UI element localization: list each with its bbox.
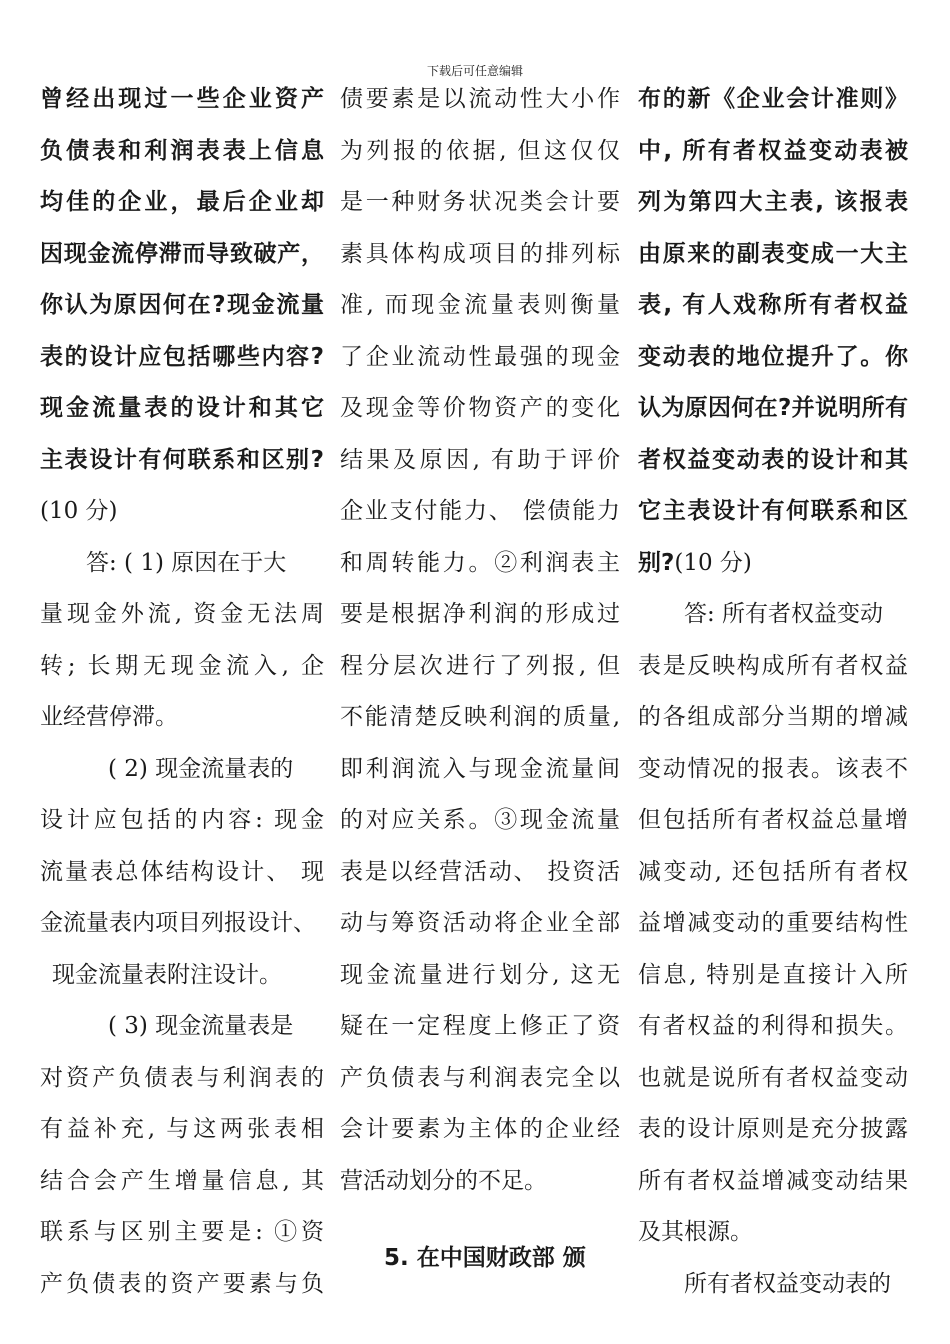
answer-line: 变动情况的报表。该表不 — [638, 755, 908, 782]
question-line: 负债表和利润表表上信息 — [40, 137, 324, 164]
answer-line: 量现金外流, 资金无法周 — [40, 601, 324, 627]
answer-line: ( 2) 现金流量表的 — [108, 755, 294, 782]
question-line: 均佳的企业，最后企业却 — [40, 189, 324, 215]
answer-line: 信息, 特别是直接计入所 — [638, 961, 908, 988]
question-line: 布的新《企业会计准则》 — [638, 86, 908, 112]
body-line: 不能清楚反映利润的质量, — [340, 704, 620, 730]
question-line: 你认为原因何在?现金流量 — [40, 292, 324, 318]
answer-line: 业经营停滞。 — [40, 704, 178, 730]
paragraph-gap — [340, 1207, 620, 1233]
answer-line: 结合会产生增量信息, 其 — [40, 1167, 324, 1194]
answer-line: 设计应包括的内容: 现金 — [40, 807, 324, 833]
question-line: 中, 所有者权益变动表被 — [638, 137, 908, 164]
answer-line: 现金流量表附注设计。 — [52, 961, 282, 988]
body-line: 结果及原因, 有助于评价 — [340, 446, 620, 473]
body-line: 为列报的依据, 但这仅仅 — [340, 137, 620, 164]
answer-line: 表是反映构成所有者权益 — [638, 652, 908, 679]
body-line: 程分层次进行了列报, 但 — [340, 652, 620, 679]
question-line: 表的设计应包括哪些内容? — [40, 343, 324, 370]
body-line: 和周转能力。②利润表主 — [340, 549, 620, 576]
question-end: 别? — [638, 549, 675, 576]
body-line: 要是根据净利润的形成过 — [340, 601, 620, 627]
body-line: 表是以经营活动、 投资活 — [340, 858, 620, 885]
body-line: 会计要素为主体的企业经 — [340, 1116, 620, 1142]
answer-line: 联系与区别主要是: ①资 — [40, 1219, 324, 1245]
answer-line: 答: ( 1) 原因在于大 — [86, 549, 287, 576]
question-line: 变动表的地位提升了。你 — [638, 343, 908, 370]
question-line: 表, 有人戏称所有者权益 — [638, 292, 908, 318]
answer-line: 益增减变动的重要结构性 — [638, 910, 908, 936]
answer-line: 对资产负债表与利润表的 — [40, 1064, 324, 1091]
answer-line: 所有者权益增减变动结果 — [638, 1167, 908, 1194]
page-header: 下载后可任意编辑 — [426, 64, 523, 78]
body-line: 产负债表与利润表完全以 — [340, 1064, 620, 1091]
body-line: 是一种财务状况类会计要 — [340, 189, 620, 215]
body-line: 动与筹资活动将企业全部 — [340, 910, 620, 936]
question-line: 因现金流停滞而导致破产， — [40, 240, 324, 267]
answer-line: 但包括所有者权益总量增 — [638, 807, 908, 833]
answer-line: 减变动, 还包括所有者权 — [638, 858, 908, 885]
answer-line: 答: 所有者权益变动 — [684, 601, 884, 627]
answer-line: 有益补充, 与这两张表相 — [40, 1116, 324, 1142]
body-line: 及现金等价物资产的变化 — [340, 395, 620, 421]
body-line: 素具体构成项目的排列标 — [340, 240, 620, 267]
question-line: 曾经出现过一些企业资产 — [40, 86, 324, 112]
question-line: 由原来的副表变成一大主 — [638, 240, 908, 267]
answer-line: 表的设计原则是充分披露 — [638, 1116, 908, 1142]
answer-line: 所有者权益变动表的 — [684, 1270, 891, 1297]
body-line: 企业支付能力、 偿债能力 — [340, 498, 620, 524]
column-middle — [340, 74, 620, 1285]
answer-line: ( 3) 现金流量表是 — [108, 1013, 294, 1039]
question-score: (10 分) — [40, 498, 118, 524]
answer-line: 及其根源。 — [638, 1219, 753, 1245]
column-right — [638, 74, 908, 1310]
answer-line: 有者权益的利得和损失。 — [638, 1013, 908, 1039]
answer-line: 转; 长期无现金流入, 企 — [40, 652, 324, 679]
question-score: (10 分) — [674, 549, 752, 576]
body-line: 疑在一定程度上修正了资 — [340, 1013, 620, 1039]
question-last-line — [638, 538, 908, 590]
body-line: 了企业流动性最强的现金 — [340, 343, 620, 370]
column-left — [40, 74, 324, 1310]
answer-line: 金流量表内项目列报设计、 — [40, 910, 316, 936]
question-line: 它主表设计有何联系和区 — [638, 498, 908, 524]
question-line: 主表设计有何联系和区别? — [40, 446, 324, 473]
body-line: 即利润流入与现金流量间 — [340, 755, 620, 782]
answer-line: 的各组成部分当期的增减 — [638, 704, 908, 730]
question-line: 列为第四大主表, 该报表 — [638, 189, 908, 215]
answer-line: 产负债表的资产要素与负 — [40, 1270, 324, 1297]
body-line: 准, 而现金流量表则衡量 — [340, 292, 620, 318]
question-line: 认为原因何在?并说明所有 — [638, 395, 908, 421]
question-line: 现金流量表的设计和其它 — [40, 395, 324, 421]
question-line: 者权益变动表的设计和其 — [638, 446, 908, 473]
body-line: 现金流量进行划分, 这无 — [340, 961, 620, 988]
answer-line: 流量表总体结构设计、 现 — [40, 858, 324, 885]
body-line: 的对应关系。③现金流量 — [340, 807, 620, 833]
body-line: 营活动划分的不足。 — [340, 1167, 547, 1194]
question-heading: 5. 在中国财政部 颁 — [384, 1245, 586, 1271]
answer-line: 也就是说所有者权益变动 — [638, 1064, 908, 1091]
body-line: 债要素是以流动性大小作 — [340, 86, 620, 112]
